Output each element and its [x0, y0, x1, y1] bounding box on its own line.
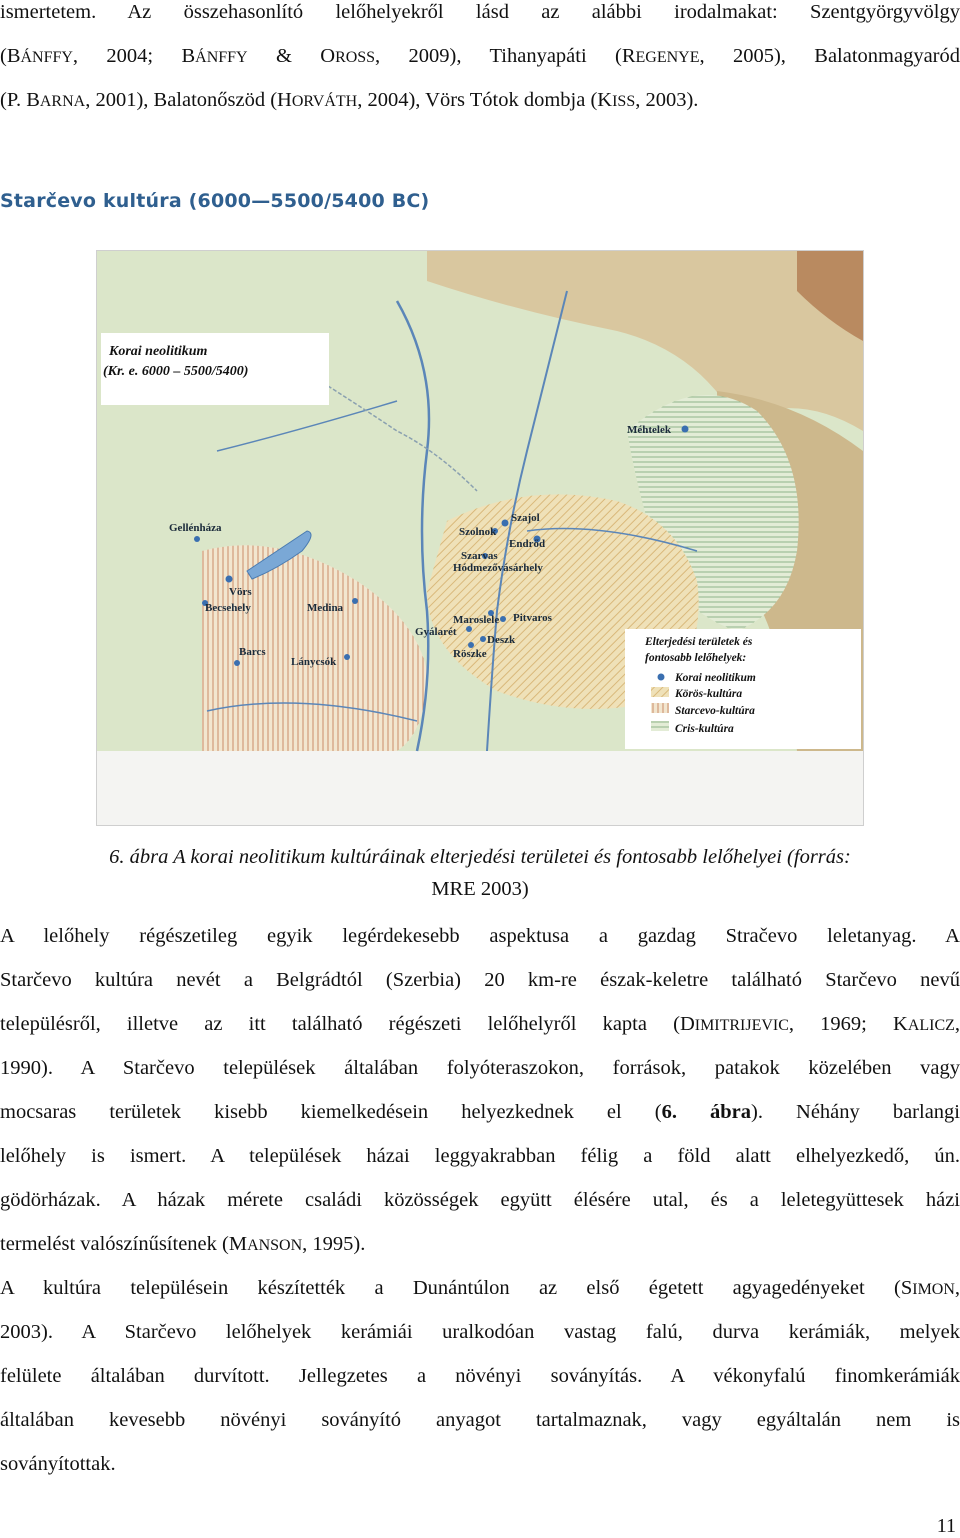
intro-line-2: (BÁNFFY, 2004; BÁNFFY & OROSS, 2009), Tihanyapáti (REGENYE, 2005), Balatonmagyaród: [0, 45, 960, 67]
section-heading: Starčevo kultúra (6000—5500/5400 BC): [0, 190, 430, 212]
map-title-line1: Korai neolitikum: [109, 344, 208, 359]
caption-line-2: MRE 2003): [431, 878, 529, 900]
p1-line-2: Starčevo kultúra nevét a Belgrádtól (Szerbia) 20 km-re észak-keletre található Starčevo nevű: [0, 969, 960, 991]
site-szarvas: [461, 550, 498, 562]
svg-text:Maroslele: Maroslele: [453, 614, 500, 626]
p1-line-6: lelőhely is ismert. A települések házai leggyakrabban félig a föld alatt elhelyezkedő, ún.: [0, 1145, 960, 1167]
svg-text:Körös-kultúra: Körös-kultúra: [675, 688, 743, 700]
p2-line-5: soványítottak.: [0, 1453, 116, 1475]
svg-text:Starcevo-kultúra: Starcevo-kultúra: [675, 705, 755, 717]
intro-line-1: ismertetem. Az összehasonlító lelőhelyekről lásd az alábbi irodalmakat: Szentgyörgyvölgy: [0, 1, 960, 23]
intro-line-3: (P. BARNA, 2001), Balatonőszöd (HORVÁTH, 2004), Vörs Tótok dombja (KISS, 2003).: [0, 89, 699, 111]
p1-line-4: 1990). A Starčevo települések általában folyóteraszokon, források, patakok közelében vagy: [0, 1057, 960, 1079]
p1-line-8: termelést valószínűsítenek (MANSON, 1995).: [0, 1233, 366, 1255]
svg-text:Röszke: Röszke: [453, 648, 487, 660]
figure-reference: 6. ábra: [661, 1101, 752, 1123]
caption-line-1: 6. ábra A korai neolitikum kultúráinak elterjedési területei és fontosabb lelőhelyei (forrás:: [109, 846, 851, 868]
p1-line-7: gödörházak. A házak mérete családi közösségek együtt élésére utal, és a leletegyüttesek házi: [0, 1189, 960, 1211]
p2-line-4: általában kevesebb növényi soványító anyagot tartalmaznak, vagy egyáltalán nem is: [0, 1409, 960, 1431]
svg-text:Cris-kultúra: Cris-kultúra: [675, 723, 734, 735]
body-paragraph-2: [0, 1266, 960, 1486]
svg-text:Pitvaros: Pitvaros: [513, 612, 552, 624]
map-figure: [96, 250, 864, 826]
p1-line-3: településről, illetve az itt található régészeti lelőhelyről kapta (DIMITRIJEVIC, 1969; KALICZ,: [0, 1013, 960, 1035]
legend-title-line1: Elterjedési területek és: [645, 636, 753, 648]
svg-text:Hódmezővásárhely: Hódmezővásárhely: [453, 562, 543, 574]
p2-line-2: 2003). A Starčevo lelőhelyek kerámiái uralkodóan vastag falú, durva kerámiák, melyek: [0, 1321, 960, 1343]
body-paragraph-1: [0, 914, 960, 1266]
svg-text:Szolnok: Szolnok: [459, 526, 497, 538]
svg-text:Gellénháza: Gellénháza: [169, 522, 222, 534]
svg-text:Gyálarét: Gyálarét: [415, 626, 457, 638]
svg-text:Medina: Medina: [307, 602, 344, 614]
svg-text:Méhtelek: Méhtelek: [627, 424, 671, 436]
svg-text:Barcs: Barcs: [239, 646, 266, 658]
svg-text:Deszk: Deszk: [487, 634, 516, 646]
svg-text:Becsehely: Becsehely: [205, 602, 251, 614]
map-image: [97, 251, 863, 825]
site-endrod: [509, 536, 545, 551]
page-number: 11: [936, 1515, 956, 1537]
map-title-line2: (Kr. e. 6000 – 5500/5400): [103, 364, 249, 379]
legend-title-line2: fontosabb lelőhelyek:: [645, 652, 747, 664]
svg-text:Szajol: Szajol: [511, 512, 540, 524]
svg-text:Endrőd: Endrőd: [509, 538, 546, 550]
svg-text:Lánycsók: Lánycsók: [291, 656, 337, 668]
figure-caption: [0, 842, 960, 904]
site-becsehely: [202, 600, 251, 614]
intro-paragraph: [0, 0, 960, 122]
p2-line-1: A kultúra településein készítették a Dunántúlon az első égetett agyagedényeket (SIMON,: [0, 1277, 960, 1299]
p1-line-1: A lelőhely régészetileg egyik legérdekesebb aspektusa a gazdag Stračevo leletanyag. A: [0, 925, 960, 947]
p1-line-5: mocsaras területek kisebb kiemelkedésein helyezkednek el (6. ábra). Néhány barlangi: [0, 1101, 960, 1123]
p2-line-3: felülete általában durvított. Jellegzetes a növényi soványítás. A vékonyfalú finomkerámiák: [0, 1365, 960, 1387]
site-szolnok: [459, 526, 498, 538]
svg-text:Szarvas: Szarvas: [461, 550, 498, 562]
svg-text:Vörs: Vörs: [229, 586, 252, 598]
svg-text:Korai neolitikum: Korai neolitikum: [675, 672, 756, 684]
site-hodmezovasarhely: [453, 562, 543, 574]
